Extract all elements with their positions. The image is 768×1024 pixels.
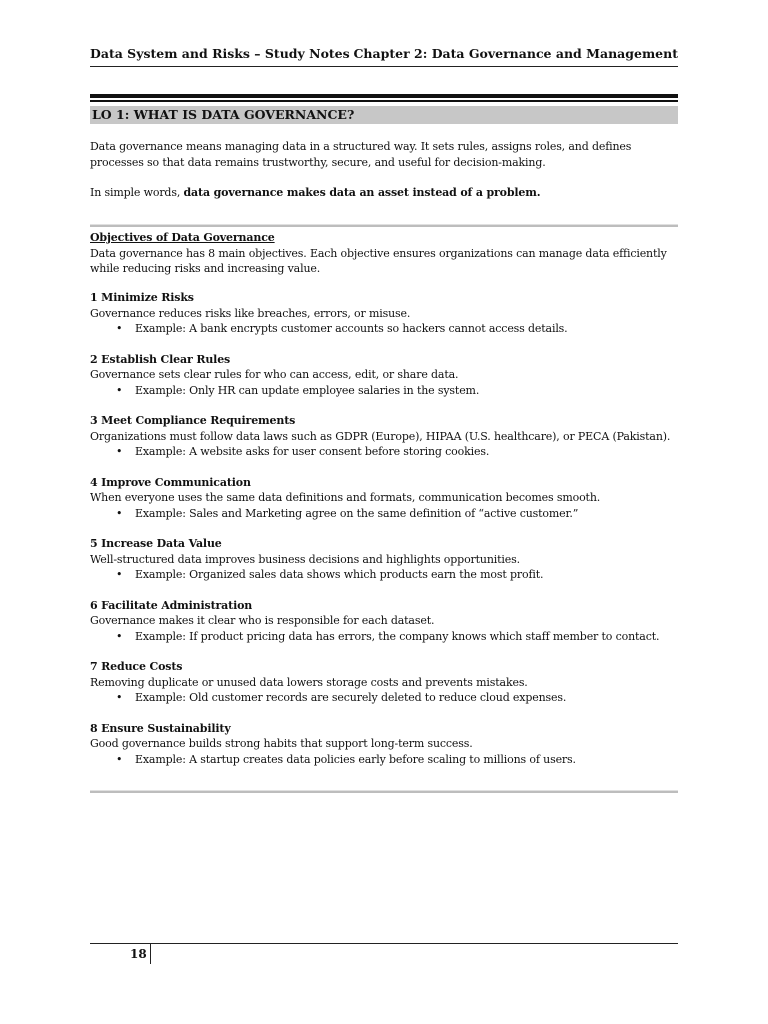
- objective-title: 3 Meet Compliance Requirements: [90, 414, 296, 427]
- bullet-icon: •: [116, 383, 123, 397]
- objective-example: [90, 690, 678, 706]
- intro-paragraph: Data governance means managing data in a structured way. It sets rules, assigns roles, and defines processes so that data remains trustworthy, secure, and useful for decision-making.: [90, 140, 632, 169]
- objective-example-list: [90, 444, 678, 460]
- running-header: [90, 44, 678, 67]
- objective-example-text: Example: Old customer records are securely deleted to reduce cloud expenses.: [135, 691, 567, 704]
- objective-item: [90, 659, 678, 721]
- section-heading: LO 1: WHAT IS DATA GOVERNANCE?: [90, 106, 678, 124]
- objective-example: [90, 506, 678, 522]
- divider-bottom: [90, 790, 678, 793]
- objective-description: When everyone uses the same data definitions and formats, communication becomes smooth.: [90, 491, 601, 504]
- footer-rule: [90, 943, 678, 944]
- objective-item: [90, 413, 678, 475]
- objective-example: [90, 629, 678, 645]
- objective-example-text: Example: Organized sales data shows which products earn the most profit.: [135, 568, 544, 581]
- objective-item: [90, 721, 678, 783]
- objective-example-text: Example: A startup creates data policies early before scaling to millions of users.: [135, 752, 576, 766]
- objective-title: 6 Facilitate Administration: [90, 598, 253, 612]
- bullet-icon: •: [116, 691, 123, 704]
- objective-description: Good governance builds strong habits that support long-term success.: [90, 737, 473, 750]
- objective-example: [90, 383, 678, 399]
- section-rule-thick: [90, 94, 678, 98]
- objective-description: Governance reduces risks like breaches, errors, or misuse.: [90, 306, 411, 320]
- objectives-list: [90, 290, 678, 782]
- objective-item: [90, 475, 678, 537]
- objective-example: [90, 567, 678, 583]
- objective-title: 1 Minimize Risks: [90, 291, 194, 304]
- bullet-icon: •: [116, 322, 123, 335]
- section-rule-thin: [90, 100, 678, 102]
- objective-description: Well-structured data improves business decisions and highlights opportunities.: [90, 552, 520, 566]
- objective-example-text: Example: If product pricing data has errors, the company knows which staff member to contact.: [135, 629, 660, 643]
- objective-example-text: Example: A website asks for user consent before storing cookies.: [135, 445, 490, 458]
- objective-title: 5 Increase Data Value: [90, 537, 222, 550]
- objectives-intro: [90, 230, 678, 277]
- page-number-separator: [150, 944, 151, 964]
- objective-example: [90, 752, 678, 768]
- bullet-icon: •: [116, 629, 123, 643]
- summary-emphasis: data governance makes data an asset instead of a problem.: [183, 186, 541, 199]
- bullet-icon: •: [116, 568, 123, 581]
- divider-top: [90, 224, 678, 227]
- objective-example: [90, 444, 678, 460]
- bullet-icon: •: [116, 506, 123, 520]
- objective-example-list: [90, 506, 678, 522]
- document-page: [90, 0, 678, 1024]
- bullet-icon: •: [116, 445, 123, 458]
- objective-example-list: [90, 752, 678, 768]
- objective-example: [90, 321, 678, 337]
- bullet-icon: •: [116, 752, 123, 766]
- objective-description: Removing duplicate or unused data lowers storage costs and prevents mistakes.: [90, 675, 528, 689]
- objective-example-text: Example: Only HR can update employee salaries in the system.: [135, 383, 480, 397]
- objective-example-list: [90, 321, 678, 337]
- objective-example-list: [90, 567, 678, 583]
- objective-item: [90, 352, 678, 414]
- objective-item: [90, 536, 678, 598]
- summary-paragraph: [90, 185, 678, 201]
- objective-example-text: Example: A bank encrypts customer accounts so hackers cannot access details.: [135, 322, 568, 335]
- objective-description: Governance makes it clear who is responsible for each dataset.: [90, 614, 435, 627]
- header-chapter-title: Chapter 2: Data Governance and Management: [353, 46, 678, 61]
- objective-description: Organizations must follow data laws such as GDPR (Europe), HIPAA (U.S. healthcare), or PECA (Pakistan).: [90, 429, 671, 443]
- objective-example-text: Example: Sales and Marketing agree on the same definition of “active customer.”: [135, 506, 579, 520]
- page-number: 18: [130, 947, 147, 961]
- objective-title: 2 Establish Clear Rules: [90, 352, 231, 366]
- objective-title: 7 Reduce Costs: [90, 660, 183, 673]
- objective-title: 8 Ensure Sustainability: [90, 721, 231, 735]
- objectives-intro-text: Data governance has 8 main objectives. Each objective ensures organizations can manage data efficiently while reducing risks and increasing value.: [90, 246, 667, 275]
- objective-example-list: [90, 383, 678, 399]
- objective-item: [90, 598, 678, 660]
- objectives-heading: Objectives of Data Governance: [90, 231, 275, 244]
- objective-title: 4 Improve Communication: [90, 475, 251, 489]
- summary-prefix: In simple words,: [90, 186, 184, 199]
- objective-description: Governance sets clear rules for who can access, edit, or share data.: [90, 368, 459, 381]
- objective-item: [90, 290, 678, 352]
- objective-example-list: [90, 690, 678, 706]
- objective-example-list: [90, 629, 678, 645]
- header-left-title: Data System and Risks – Study Notes: [90, 46, 350, 61]
